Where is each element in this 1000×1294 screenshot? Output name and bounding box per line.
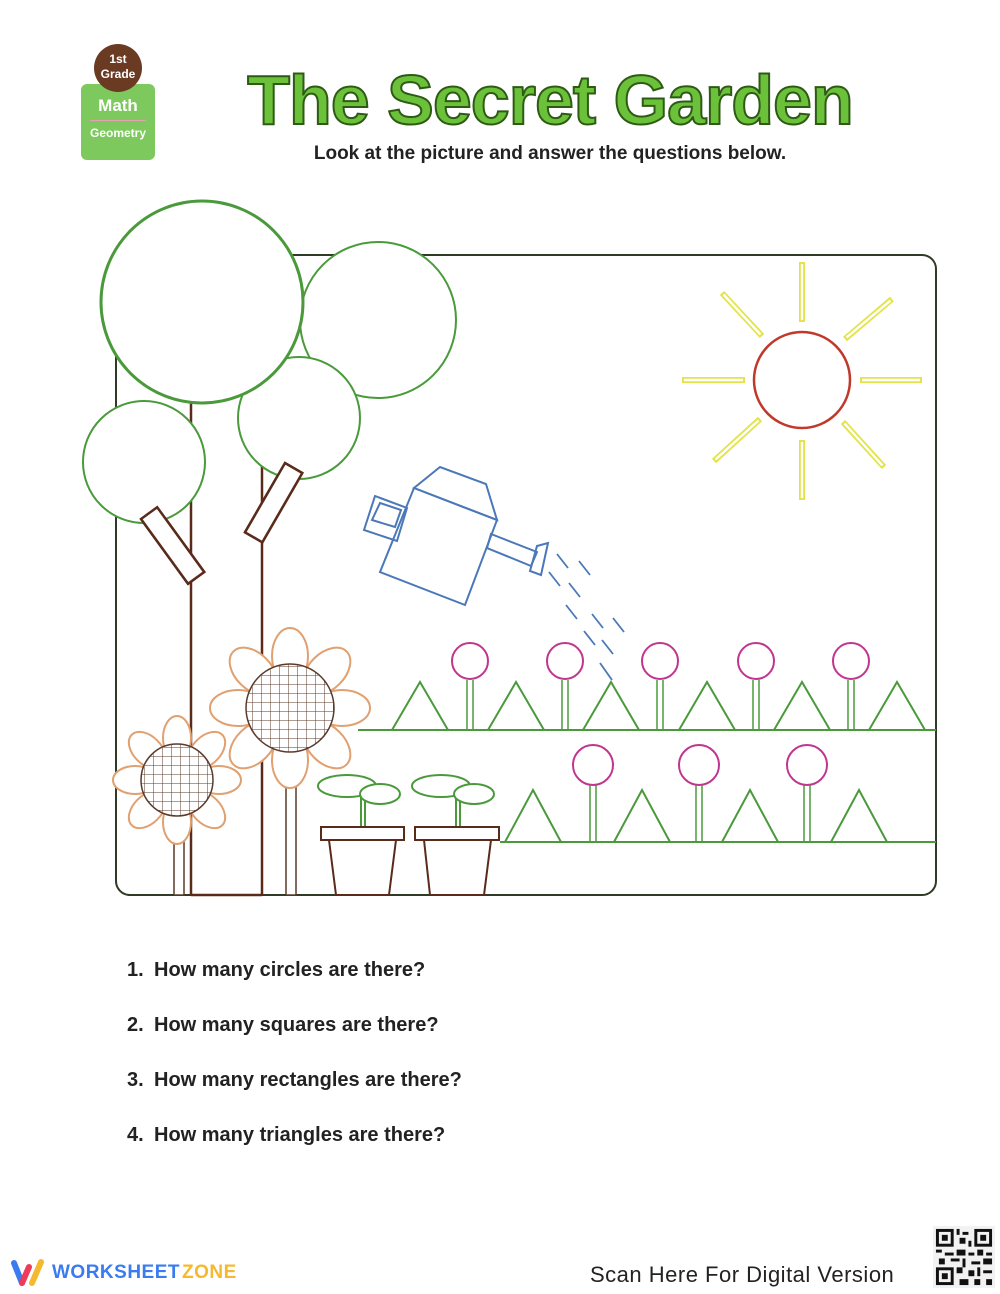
subject-label: Math — [98, 96, 138, 115]
tree-canopies — [83, 201, 456, 523]
garden-illustration — [0, 190, 1000, 910]
sun-circle — [754, 332, 850, 428]
question-item: 2. How many squares are there? — [127, 1014, 439, 1036]
worksheet-zone-logo[interactable] — [10, 1258, 237, 1288]
scan-instruction: Scan Here For Digital Version — [590, 1262, 895, 1287]
qr-code-icon[interactable] — [933, 1226, 995, 1288]
sprout-pot-1 — [318, 775, 404, 895]
logo-text-worksheet: WORKSHEET — [52, 1262, 180, 1283]
grade-label: Grade — [100, 67, 136, 81]
flower-circle — [547, 643, 583, 679]
subject-box — [81, 84, 155, 160]
question-item: 4. How many triangles are there? — [127, 1124, 446, 1146]
pink-flowers — [452, 643, 869, 842]
page-subtitle: Look at the picture and answer the questions below. — [313, 143, 787, 164]
sunflower-small — [113, 716, 241, 895]
logo-mark-icon — [10, 1258, 46, 1288]
logo-text-zone: ZONE — [182, 1262, 237, 1283]
sun — [682, 262, 922, 500]
page-title: The Secret Garden — [247, 61, 853, 139]
flower-circle — [787, 745, 827, 785]
watering-can — [364, 467, 548, 605]
topic-label: Geometry — [89, 126, 147, 140]
question-text: How many triangles are there? — [154, 1124, 446, 1146]
flower-circle — [738, 643, 774, 679]
grade-subject-badge — [81, 44, 155, 160]
question-text: How many squares are there? — [154, 1014, 439, 1036]
sprout-pot-2 — [412, 775, 499, 895]
flower-circle — [833, 643, 869, 679]
flower-circle — [573, 745, 613, 785]
question-list — [127, 955, 462, 1175]
badge-divider — [90, 120, 146, 121]
flower-circle — [642, 643, 678, 679]
flower-circle — [679, 745, 719, 785]
question-item: 3. How many rectangles are there? — [127, 1069, 462, 1091]
question-item: 1. How many circles are there? — [127, 959, 426, 981]
question-text: How many rectangles are there? — [154, 1069, 462, 1091]
canopy-circle — [83, 401, 205, 523]
flower-circle — [452, 643, 488, 679]
grass-row-bottom — [500, 790, 936, 842]
grade-badge — [94, 44, 142, 92]
question-text: How many circles are there? — [154, 959, 426, 981]
grass-row-top — [358, 682, 936, 730]
canopy-circle — [101, 201, 303, 403]
grade-number: 1st — [109, 52, 127, 66]
